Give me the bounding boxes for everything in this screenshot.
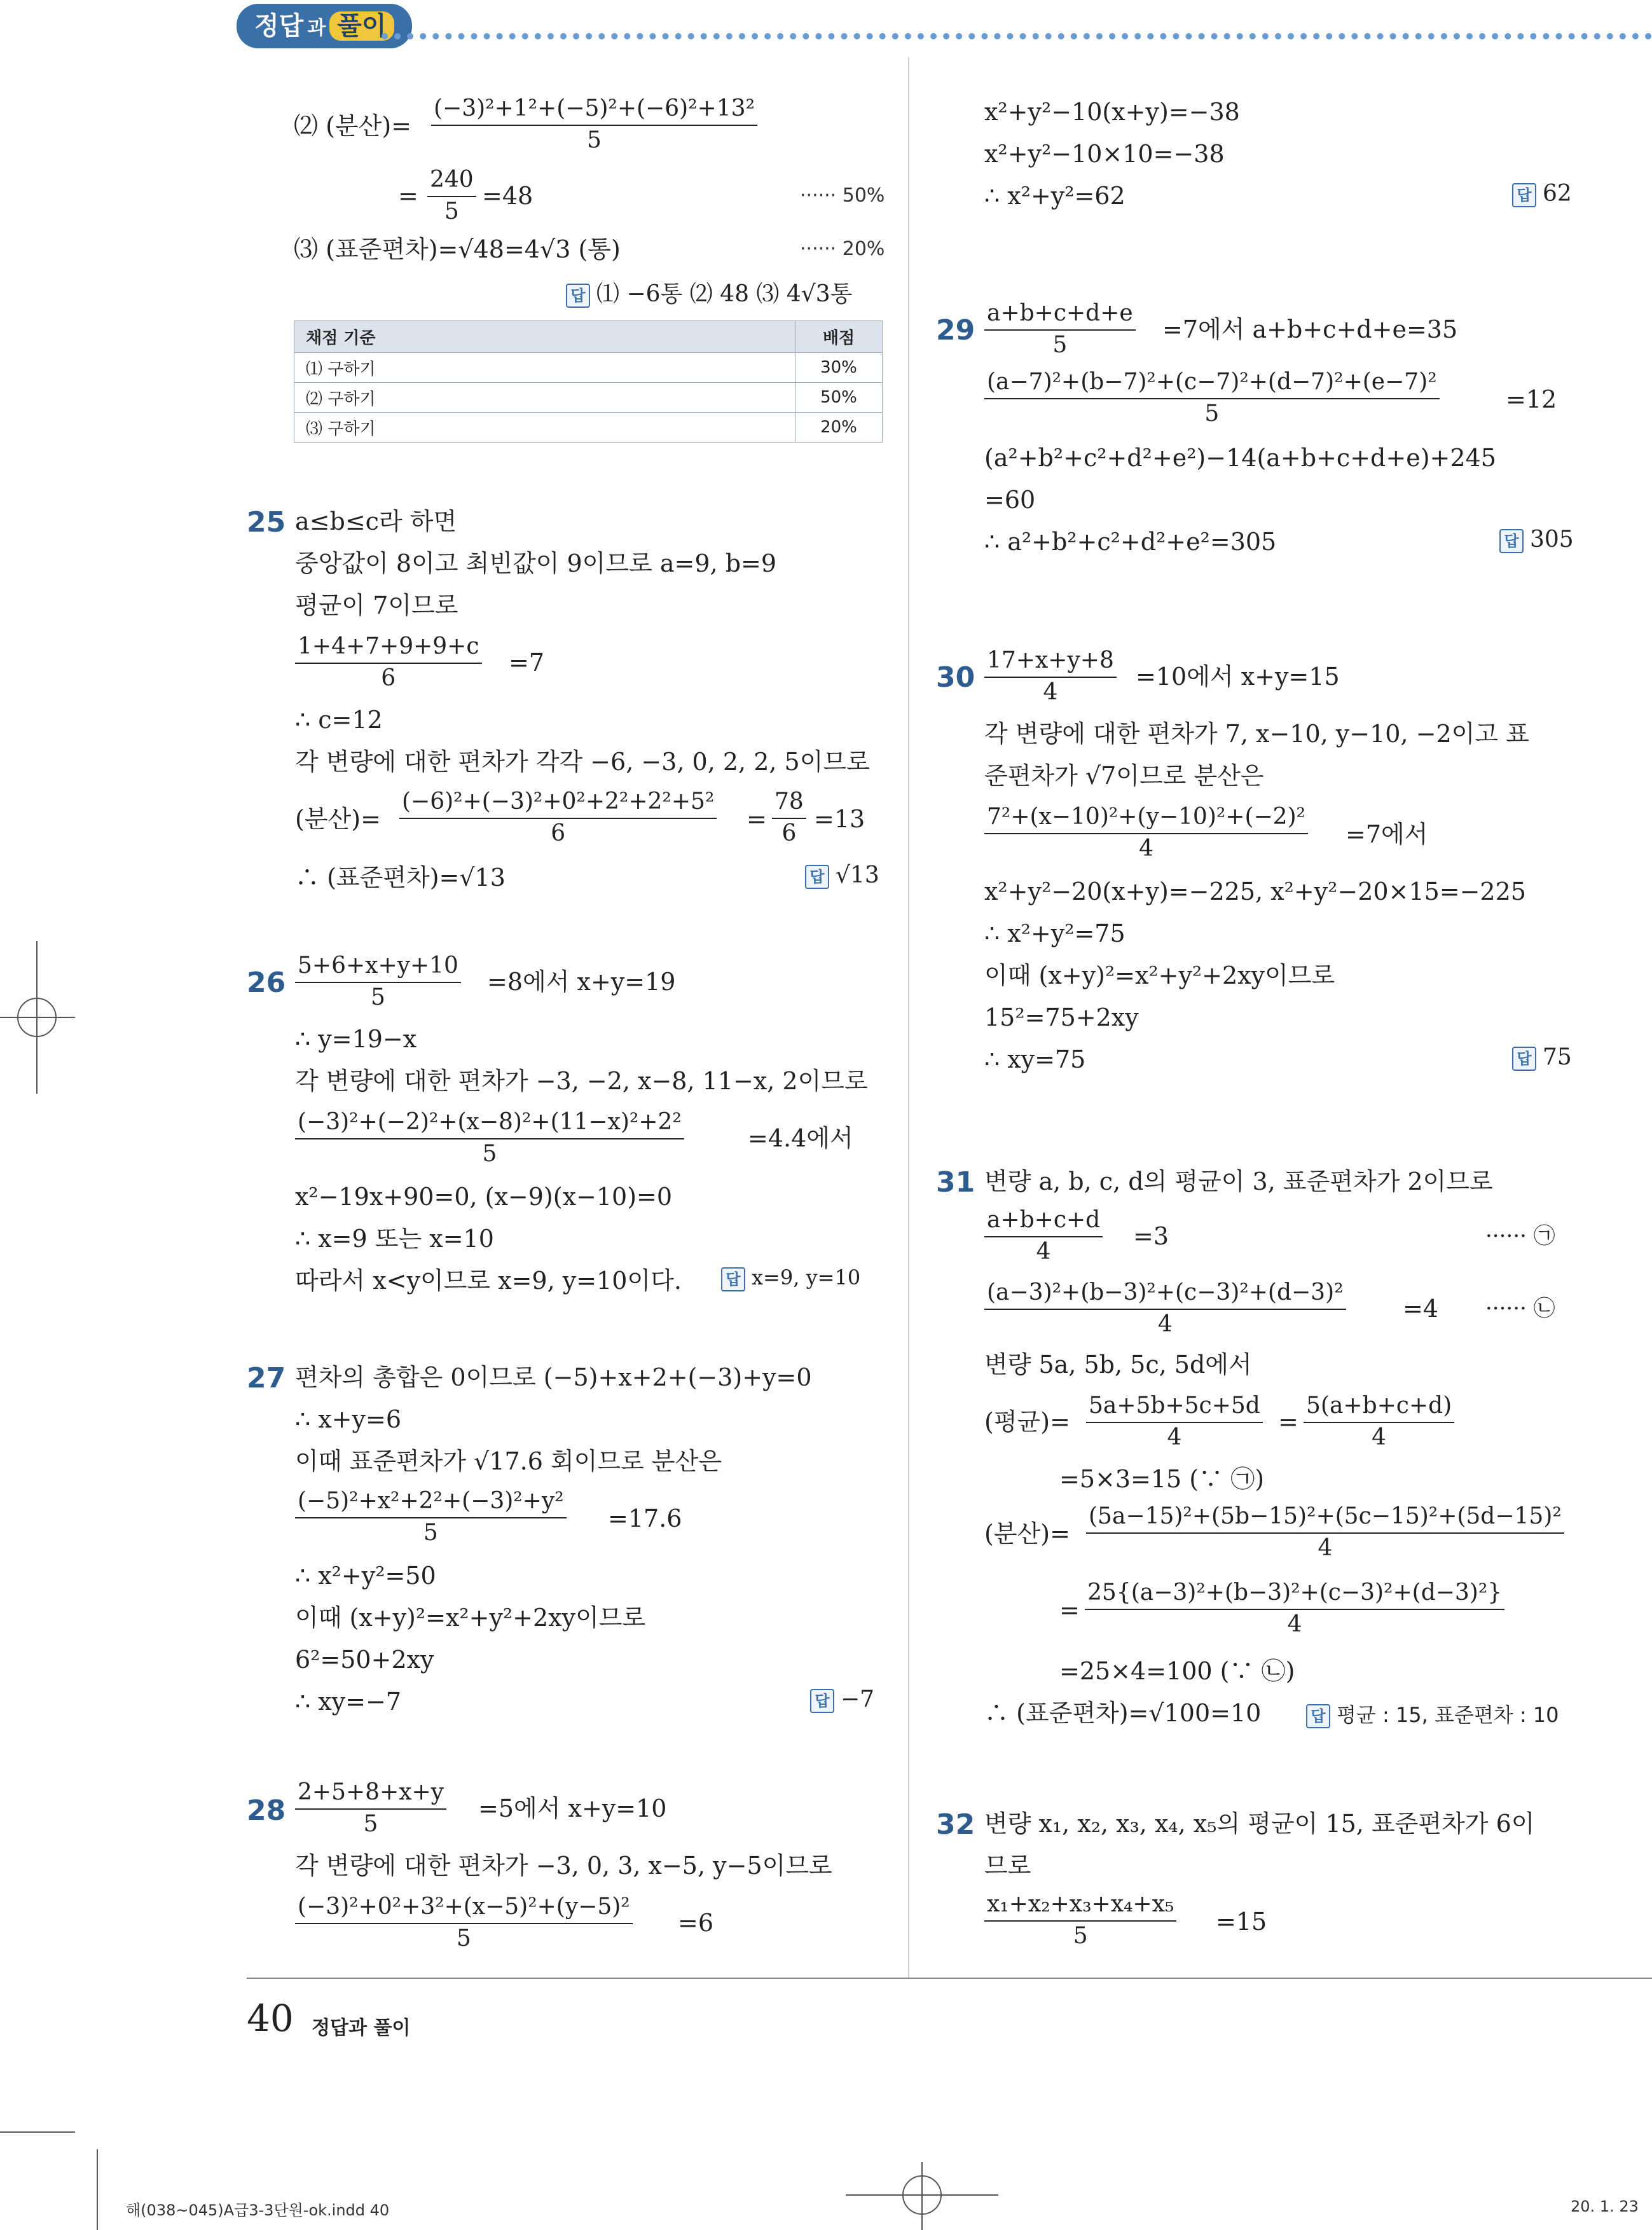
p30-line-7: 이때 (x+y)²=x²+y²+2xy이므로 bbox=[984, 961, 1335, 989]
p29-line-4: =60 bbox=[984, 486, 1036, 514]
p27-answer-text: −7 bbox=[841, 1686, 875, 1712]
p28-variance-numerator: (−3)²+0²+3²+(x−5)²+(y−5)² bbox=[295, 1891, 633, 1924]
page-number: 40 bbox=[247, 1997, 294, 2040]
p25-line-5: ∴ c=12 bbox=[295, 706, 383, 734]
table-row bbox=[294, 383, 883, 413]
p31-new-mean-fraction bbox=[1086, 1390, 1263, 1452]
p25-mean-result: =7 bbox=[509, 649, 545, 677]
p26-line-6: ∴ x=9 또는 x=10 bbox=[295, 1225, 494, 1253]
p27-variance-fraction bbox=[295, 1485, 567, 1548]
p27-line-7: 6²=50+2xy bbox=[295, 1646, 434, 1674]
p27-line-2: ∴ x+y=6 bbox=[295, 1405, 402, 1433]
p29-answer-text: 305 bbox=[1530, 527, 1574, 553]
p25-answer bbox=[805, 862, 879, 889]
answer-badge-icon: 답 bbox=[721, 1267, 745, 1291]
scoring-table-cell: ⑴ 구하기 bbox=[294, 353, 795, 383]
p30-line-8: 15²=75+2xy bbox=[984, 1003, 1139, 1031]
p25-line-3: 평균이 7이므로 bbox=[295, 591, 458, 619]
scoring-table-cell: 20% bbox=[795, 413, 883, 443]
p25-line-2: 중앙값이 8이고 최빈값이 9이므로 a=9, b=9 bbox=[295, 549, 777, 577]
p31-new-mean-denominator: 4 bbox=[1167, 1424, 1182, 1450]
p27-line-1: 편차의 총합은 0이므로 (−5)+x+2+(−3)+y=0 bbox=[295, 1363, 812, 1391]
answer-badge-icon: 답 bbox=[566, 284, 590, 308]
footer-rule bbox=[247, 1978, 1652, 1979]
answer-badge-icon: 답 bbox=[805, 865, 829, 889]
p24-variance-fraction-2 bbox=[427, 164, 476, 226]
p25-variance-numerator: (−6)²+(−3)²+0²+2²+2²+5² bbox=[399, 786, 717, 819]
p24-variance-fraction bbox=[431, 93, 757, 155]
p30-answer-text: 75 bbox=[1543, 1044, 1572, 1070]
p24-answer-text: ⑴ −6통 ⑵ 48 ⑶ 4√3통 bbox=[596, 281, 853, 307]
p31-mean-label: (평균)= bbox=[984, 1408, 1070, 1436]
p24-variance-label: ⑵ (분산)= bbox=[294, 112, 411, 140]
p31-new-mean-numerator-2: 5(a+b+c+d) bbox=[1304, 1390, 1454, 1423]
p25-line-6: 각 변량에 대한 편차가 각각 −6, −3, 0, 2, 2, 5이므로 bbox=[295, 748, 870, 776]
p31-line-4: 변량 5a, 5b, 5c, 5d에서 bbox=[984, 1351, 1252, 1379]
p30-mean-fraction bbox=[984, 645, 1117, 707]
p32-mean-fraction bbox=[984, 1889, 1176, 1951]
p30-variance-denominator: 4 bbox=[1139, 836, 1153, 862]
p24-equals-sign: = bbox=[398, 182, 418, 210]
p25-variance-numerator-2: 78 bbox=[772, 786, 806, 819]
answer-badge-icon: 답 bbox=[1512, 1047, 1536, 1071]
crop-mark-horizontal bbox=[0, 2131, 75, 2133]
p31-mean-numerator: a+b+c+d bbox=[984, 1204, 1103, 1237]
p31-mark-a: ······ ㉠ bbox=[1485, 1223, 1555, 1249]
p30-variance-result: =7에서 bbox=[1346, 820, 1428, 848]
problem-number-30: 30 bbox=[936, 661, 975, 694]
p30-line-9: ∴ xy=75 bbox=[984, 1045, 1086, 1073]
p25-mean-numerator: 1+4+7+9+9+c bbox=[295, 631, 482, 664]
p25-mean-denominator: 6 bbox=[381, 665, 396, 691]
p31-new-variance-denominator-2: 4 bbox=[1287, 1611, 1302, 1637]
p28cont-line-2: x²+y²−10×10=−38 bbox=[984, 140, 1225, 168]
scoring-table bbox=[294, 320, 883, 443]
p29-mean-numerator: a+b+c+d+e bbox=[984, 298, 1136, 331]
p24-score-note-50: ······ 50% bbox=[800, 184, 885, 207]
p27-line-5: ∴ x²+y²=50 bbox=[295, 1562, 436, 1590]
p27-line-8: ∴ xy=−7 bbox=[295, 1688, 402, 1716]
footer-file-info: 해(038~045)A급3-3단원-ok.indd 40 bbox=[126, 2201, 390, 2219]
p25-answer-text: √13 bbox=[836, 862, 879, 888]
p27-variance-denominator: 5 bbox=[423, 1520, 438, 1546]
answer-badge-icon: 답 bbox=[1306, 1704, 1330, 1728]
p26-answer bbox=[721, 1265, 860, 1291]
p27-variance-numerator: (−5)²+x²+2²+(−3)²+y² bbox=[295, 1485, 567, 1518]
p32-line-1: 변량 x₁, x₂, x₃, x₄, x₅의 평균이 15, 표준편차가 6이 bbox=[984, 1810, 1535, 1838]
p30-answer bbox=[1512, 1044, 1572, 1071]
p26-answer-text: x=9, y=10 bbox=[752, 1265, 861, 1290]
p27-answer bbox=[810, 1686, 874, 1713]
p31-new-variance-numerator-2: 25{(a−3)²+(b−3)²+(c−3)²+(d−3)²} bbox=[1085, 1577, 1504, 1610]
registration-mark-left-icon bbox=[0, 941, 83, 1094]
p31-new-variance-fraction bbox=[1086, 1501, 1564, 1563]
p31-new-variance-numerator: (5a−15)²+(5b−15)²+(5c−15)²+(5d−15)² bbox=[1086, 1501, 1564, 1534]
answer-badge-icon: 답 bbox=[1499, 529, 1524, 553]
p26-mean-numerator: 5+6+x+y+10 bbox=[295, 950, 461, 983]
p32-mean-numerator: x₁+x₂+x₃+x₄+x₅ bbox=[984, 1889, 1176, 1922]
p24-variance-result: =48 bbox=[482, 182, 533, 210]
p24-answer bbox=[566, 276, 852, 308]
p26-line-5: x²−19x+90=0, (x−9)(x−10)=0 bbox=[295, 1183, 673, 1211]
p31-variance-result: =4 bbox=[1403, 1295, 1439, 1323]
p28-mean-numerator: 2+5+8+x+y bbox=[295, 1777, 446, 1810]
p29-mean-result: =7에서 a+b+c+d+e=35 bbox=[1162, 315, 1458, 343]
p31-variance-denominator: 4 bbox=[1157, 1311, 1173, 1337]
p27-line-6: 이때 (x+y)²=x²+y²+2xy이므로 bbox=[295, 1604, 646, 1632]
problem-number-28: 28 bbox=[247, 1794, 286, 1827]
p31-mean-result: =3 bbox=[1133, 1222, 1169, 1250]
p31-variance-label: (분산)= bbox=[984, 1520, 1070, 1548]
p27-line-3: 이때 표준편차가 √17.6 회이므로 분산은 bbox=[295, 1447, 722, 1475]
p31-line-9: =25×4=100 (∵ ㉡) bbox=[1059, 1657, 1295, 1685]
problem-number-29: 29 bbox=[936, 314, 975, 347]
p26-variance-denominator: 5 bbox=[482, 1141, 497, 1167]
p25-line-1: a≤b≤c라 하면 bbox=[295, 507, 457, 535]
problem-number-31: 31 bbox=[936, 1166, 975, 1199]
p31-line-1: 변량 a, b, c, d의 평균이 3, 표준편차가 2이므로 bbox=[984, 1167, 1493, 1195]
p29-variance-numerator: (a−7)²+(b−7)²+(c−7)²+(d−7)²+(e−7)² bbox=[984, 366, 1440, 399]
p28-variance-denominator: 5 bbox=[456, 1925, 471, 1951]
p30-variance-numerator: 7²+(x−10)²+(y−10)²+(−2)² bbox=[984, 801, 1308, 834]
p31-new-mean-fraction-2 bbox=[1304, 1390, 1454, 1452]
problem-number-26: 26 bbox=[247, 967, 286, 999]
p26-mean-fraction bbox=[295, 950, 461, 1012]
p26-line-2: ∴ y=19−x bbox=[295, 1025, 417, 1053]
p24-variance-numerator-2: 240 bbox=[427, 164, 476, 197]
section-tag-part3: 풀이 bbox=[329, 11, 394, 41]
p31-line-8-equals: = bbox=[1059, 1596, 1080, 1624]
p28-mean-denominator: 5 bbox=[363, 1811, 378, 1837]
p28-mean-result: =5에서 x+y=10 bbox=[478, 1794, 667, 1822]
scoring-table-header-points: 배점 bbox=[795, 321, 883, 353]
scoring-table-header-row bbox=[294, 321, 883, 353]
p29-mean-denominator: 5 bbox=[1052, 332, 1068, 358]
p25-variance-result: =13 bbox=[814, 805, 865, 833]
p32-line-2: 므로 bbox=[984, 1852, 1031, 1880]
p24-score-note-20: ······ 20% bbox=[800, 238, 885, 260]
p28cont-line-1: x²+y²−10(x+y)=−38 bbox=[984, 98, 1240, 126]
p28-answer bbox=[1512, 181, 1572, 207]
p31-variance-fraction bbox=[984, 1277, 1346, 1339]
p24-variance-denominator-2: 5 bbox=[444, 198, 459, 224]
p28cont-line-3: ∴ x²+y²=62 bbox=[984, 182, 1125, 210]
p31-new-mean-denominator-2: 4 bbox=[1372, 1424, 1387, 1450]
p26-line-3: 각 변량에 대한 편차가 −3, −2, x−8, 11−x, 2이므로 bbox=[295, 1067, 868, 1095]
p29-line-5: ∴ a²+b²+c²+d²+e²=305 bbox=[984, 528, 1277, 556]
column-divider bbox=[908, 57, 909, 1978]
problem-number-27: 27 bbox=[247, 1362, 286, 1394]
p25-variance-label: (분산)= bbox=[295, 805, 381, 833]
footer-date: 20. 1. 23 bbox=[1571, 2198, 1639, 2215]
section-tag bbox=[237, 4, 412, 48]
p31-mean-denominator: 4 bbox=[1036, 1239, 1051, 1265]
scoring-table-header-criteria: 채점 기준 bbox=[294, 321, 795, 353]
table-row bbox=[294, 353, 883, 383]
p25-variance-denominator-2: 6 bbox=[781, 820, 797, 846]
p26-variance-fraction bbox=[295, 1106, 684, 1169]
section-tag-part2: 과 bbox=[307, 17, 326, 39]
p32-mean-result: =15 bbox=[1216, 1908, 1267, 1936]
answer-badge-icon: 답 bbox=[1512, 183, 1536, 207]
p31-new-variance-denominator: 4 bbox=[1318, 1535, 1333, 1561]
p25-line-8: ∴ (표준편차)=√13 bbox=[295, 864, 506, 891]
p26-variance-numerator: (−3)²+(−2)²+(x−8)²+(11−x)²+2² bbox=[295, 1106, 684, 1139]
p25-variance-fraction-2 bbox=[772, 786, 806, 848]
p25-variance-equals: = bbox=[747, 805, 767, 833]
p28-line-2: 각 변량에 대한 편차가 −3, 0, 3, x−5, y−5이므로 bbox=[295, 1852, 832, 1880]
p25-variance-denominator: 6 bbox=[551, 820, 566, 846]
p28-mean-fraction bbox=[295, 1777, 446, 1839]
problem-number-25: 25 bbox=[247, 506, 286, 539]
p26-mean-result: =8에서 x+y=19 bbox=[487, 968, 676, 996]
scoring-table-cell: 30% bbox=[795, 353, 883, 383]
p27-variance-result: =17.6 bbox=[608, 1504, 682, 1532]
p31-new-variance-fraction-2 bbox=[1085, 1577, 1504, 1639]
scoring-table-cell: ⑶ 구하기 bbox=[294, 413, 795, 443]
section-tag-part1: 정답 bbox=[254, 11, 304, 41]
header-dotted-rule bbox=[382, 33, 1652, 39]
scoring-table-cell: 50% bbox=[795, 383, 883, 413]
table-row bbox=[294, 413, 883, 443]
p30-line-6: ∴ x²+y²=75 bbox=[984, 919, 1125, 947]
p30-line-2: 각 변량에 대한 편차가 7, x−10, y−10, −2이고 표 bbox=[984, 720, 1529, 748]
p31-new-mean-numerator: 5a+5b+5c+5d bbox=[1086, 1390, 1263, 1423]
p31-line-6: =5×3=15 (∵ ㉠) bbox=[1059, 1465, 1265, 1493]
p29-variance-result: =12 bbox=[1506, 385, 1557, 413]
crop-mark-vertical bbox=[97, 2149, 98, 2230]
p24-std-dev-line: ⑶ (표준편차)=√48=4√3 (통) bbox=[294, 235, 621, 263]
p30-mean-numerator: 17+x+y+8 bbox=[984, 645, 1117, 678]
p31-variance-numerator: (a−3)²+(b−3)²+(c−3)²+(d−3)² bbox=[984, 1277, 1346, 1310]
p29-line-3: (a²+b²+c²+d²+e²)−14(a+b+c+d+e)+245 bbox=[984, 444, 1496, 472]
p26-mean-denominator: 5 bbox=[371, 984, 385, 1010]
p31-answer-text: 평균 : 15, 표준편차 : 10 bbox=[1337, 1703, 1559, 1727]
registration-mark-bottom-icon bbox=[846, 2162, 998, 2230]
p29-variance-fraction bbox=[984, 366, 1440, 429]
p25-mean-fraction bbox=[295, 631, 482, 693]
p30-variance-fraction bbox=[984, 801, 1308, 864]
p31-answer bbox=[1306, 1699, 1559, 1728]
p29-variance-denominator: 5 bbox=[1204, 401, 1220, 427]
p29-answer bbox=[1499, 527, 1574, 553]
p26-variance-result: =4.4에서 bbox=[748, 1124, 853, 1152]
p30-mean-denominator: 4 bbox=[1043, 679, 1058, 705]
p26-line-7: 따라서 x<y이므로 x=9, y=10이다. bbox=[295, 1267, 682, 1295]
p28-answer-text: 62 bbox=[1543, 181, 1572, 207]
p30-line-5: x²+y²−20(x+y)=−225, x²+y²−20×15=−225 bbox=[984, 878, 1526, 905]
p25-variance-fraction bbox=[399, 786, 717, 848]
p30-line-3: 준편차가 √7이므로 분산은 bbox=[984, 762, 1264, 790]
scoring-table-cell: ⑵ 구하기 bbox=[294, 383, 795, 413]
p24-variance-numerator: (−3)²+1²+(−5)²+(−6)²+13² bbox=[431, 93, 757, 126]
p28-variance-fraction bbox=[295, 1891, 633, 1953]
p31-new-mean-equals: = bbox=[1278, 1408, 1298, 1436]
p28-variance-result: =6 bbox=[678, 1909, 714, 1937]
p24-variance-denominator: 5 bbox=[587, 127, 602, 153]
p30-mean-result: =10에서 x+y=15 bbox=[1136, 663, 1340, 691]
p32-mean-denominator: 5 bbox=[1073, 1923, 1088, 1949]
footer-section-title: 정답과 풀이 bbox=[312, 2017, 411, 2039]
answer-badge-icon: 답 bbox=[810, 1689, 834, 1713]
p29-mean-fraction bbox=[984, 298, 1136, 360]
p31-line-10: ∴ (표준편차)=√100=10 bbox=[984, 1699, 1262, 1727]
p31-mean-fraction bbox=[984, 1204, 1103, 1267]
p31-mark-b: ······ ㉡ bbox=[1485, 1296, 1555, 1321]
problem-number-32: 32 bbox=[936, 1808, 975, 1841]
